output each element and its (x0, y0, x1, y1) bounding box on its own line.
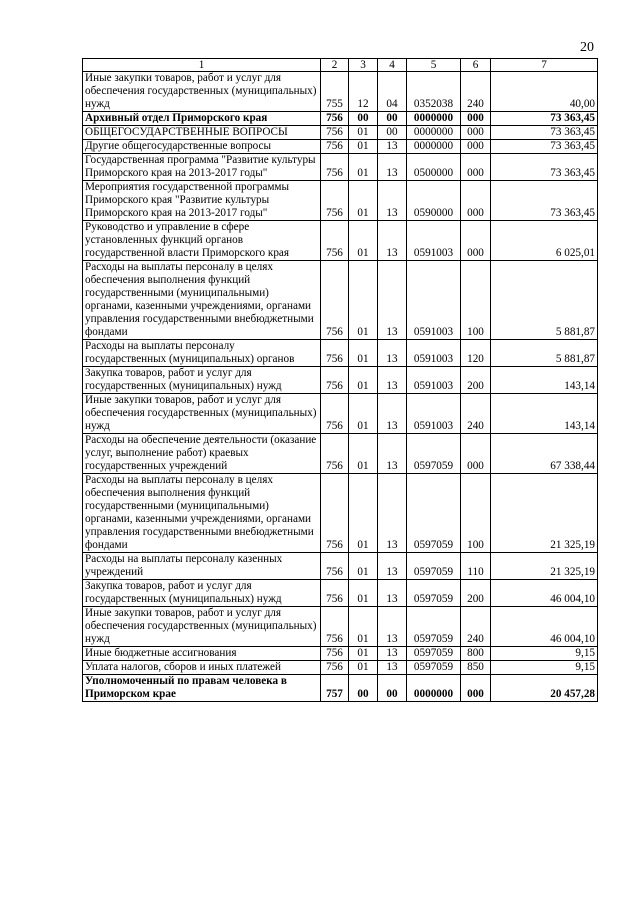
header-cell: 7 (491, 59, 598, 72)
row-subsection: 13 (378, 647, 407, 661)
row-target-code: 0000000 (407, 675, 461, 702)
row-subsection: 13 (378, 474, 407, 553)
header-cell: 4 (378, 59, 407, 72)
row-subsection: 13 (378, 181, 407, 221)
table-row (83, 394, 598, 434)
header-cell: 1 (83, 59, 321, 72)
row-section: 01 (349, 221, 378, 261)
table-row (83, 474, 598, 553)
row-expense-type: 120 (461, 340, 491, 367)
table-row (83, 434, 598, 474)
row-subsection: 13 (378, 434, 407, 474)
row-admin-code: 756 (321, 580, 349, 607)
table-row (83, 261, 598, 340)
row-amount: 5 881,87 (491, 261, 598, 340)
row-expense-type: 000 (461, 126, 491, 140)
row-admin-code: 756 (321, 647, 349, 661)
row-name: Государственная программа "Развитие культуры Приморского края на 2013-2017 годы" (83, 154, 321, 181)
row-name: Архивный отдел Приморского края (83, 112, 321, 126)
row-subsection: 04 (378, 72, 407, 112)
header-cell: 3 (349, 59, 378, 72)
row-target-code: 0591003 (407, 394, 461, 434)
row-name: Руководство и управление в сфере установленных функций органов государственной власти Приморского края (83, 221, 321, 261)
row-name: Иные закупки товаров, работ и услуг для обеспечения государственных (муниципальных) нужд (83, 394, 321, 434)
row-section: 00 (349, 675, 378, 702)
table-row (83, 126, 598, 140)
row-target-code: 0597059 (407, 580, 461, 607)
row-amount: 40,00 (491, 72, 598, 112)
row-amount: 6 025,01 (491, 221, 598, 261)
row-name: Закупка товаров, работ и услуг для государственных (муниципальных) нужд (83, 367, 321, 394)
row-section: 01 (349, 394, 378, 434)
row-admin-code: 755 (321, 72, 349, 112)
row-amount: 46 004,10 (491, 580, 598, 607)
row-subsection: 13 (378, 661, 407, 675)
row-admin-code: 756 (321, 394, 349, 434)
row-amount: 143,14 (491, 394, 598, 434)
row-expense-type: 240 (461, 394, 491, 434)
page-number: 20 (580, 40, 594, 55)
row-admin-code: 756 (321, 434, 349, 474)
row-expense-type: 000 (461, 434, 491, 474)
table-row (83, 140, 598, 154)
row-target-code: 0352038 (407, 72, 461, 112)
row-subsection: 13 (378, 553, 407, 580)
row-target-code: 0597059 (407, 474, 461, 553)
row-section: 01 (349, 154, 378, 181)
row-admin-code: 756 (321, 607, 349, 647)
row-section: 01 (349, 580, 378, 607)
row-expense-type: 000 (461, 112, 491, 126)
row-amount: 73 363,45 (491, 126, 598, 140)
row-target-code: 0591003 (407, 367, 461, 394)
row-admin-code: 756 (321, 112, 349, 126)
row-section: 01 (349, 367, 378, 394)
row-target-code: 0591003 (407, 340, 461, 367)
row-name: Уплата налогов, сборов и иных платежей (83, 661, 321, 675)
row-amount: 67 338,44 (491, 434, 598, 474)
header-cell: 2 (321, 59, 349, 72)
row-amount: 9,15 (491, 647, 598, 661)
row-amount: 73 363,45 (491, 154, 598, 181)
row-admin-code: 756 (321, 221, 349, 261)
row-target-code: 0597059 (407, 647, 461, 661)
table-row (83, 661, 598, 675)
row-subsection: 13 (378, 140, 407, 154)
row-expense-type: 000 (461, 221, 491, 261)
table-row (83, 181, 598, 221)
row-expense-type: 000 (461, 154, 491, 181)
row-target-code: 0597059 (407, 553, 461, 580)
table-row (83, 580, 598, 607)
row-target-code: 0597059 (407, 661, 461, 675)
row-expense-type: 100 (461, 261, 491, 340)
budget-table (82, 58, 598, 702)
row-name: Расходы на выплаты персоналу в целях обеспечения выполнения функций государственными (муниципальными) органами, казенными учреждениями, органами управления государственными внебюджетными фондами (83, 474, 321, 553)
row-expense-type: 200 (461, 367, 491, 394)
header-cell: 6 (461, 59, 491, 72)
row-name: Расходы на обеспечение деятельности (оказание услуг, выполнение работ) краевых государственных учреждений (83, 434, 321, 474)
table-row (83, 340, 598, 367)
row-amount: 21 325,19 (491, 553, 598, 580)
row-subsection: 13 (378, 607, 407, 647)
row-section: 01 (349, 340, 378, 367)
row-name: Иные бюджетные ассигнования (83, 647, 321, 661)
row-admin-code: 756 (321, 181, 349, 221)
row-subsection: 13 (378, 154, 407, 181)
row-amount: 21 325,19 (491, 474, 598, 553)
row-section: 01 (349, 647, 378, 661)
row-subsection: 13 (378, 580, 407, 607)
row-admin-code: 756 (321, 553, 349, 580)
row-name: ОБЩЕГОСУДАРСТВЕННЫЕ ВОПРОСЫ (83, 126, 321, 140)
row-amount: 143,14 (491, 367, 598, 394)
row-amount: 73 363,45 (491, 112, 598, 126)
row-target-code: 0590000 (407, 181, 461, 221)
row-section: 12 (349, 72, 378, 112)
table-row (83, 675, 598, 702)
row-section: 01 (349, 140, 378, 154)
row-amount: 5 881,87 (491, 340, 598, 367)
row-admin-code: 756 (321, 474, 349, 553)
row-expense-type: 110 (461, 553, 491, 580)
row-expense-type: 850 (461, 661, 491, 675)
row-subsection: 00 (378, 675, 407, 702)
row-admin-code: 756 (321, 261, 349, 340)
row-section: 01 (349, 474, 378, 553)
table-row (83, 553, 598, 580)
row-admin-code: 756 (321, 661, 349, 675)
row-subsection: 13 (378, 367, 407, 394)
row-target-code: 0597059 (407, 607, 461, 647)
row-amount: 20 457,28 (491, 675, 598, 702)
row-name: Мероприятия государственной программы Приморского края "Развитие культуры Приморского края на 2013-2017 годы" (83, 181, 321, 221)
row-target-code: 0000000 (407, 140, 461, 154)
row-name: Иные закупки товаров, работ и услуг для обеспечения государственных (муниципальных) нужд (83, 607, 321, 647)
row-admin-code: 756 (321, 367, 349, 394)
row-section: 01 (349, 126, 378, 140)
row-section: 00 (349, 112, 378, 126)
row-name: Расходы на выплаты персоналу в целях обеспечения выполнения функций государственными (муниципальными) органами, казенными учреждениями, органами управления государственными внебюджетными фондами (83, 261, 321, 340)
table-row (83, 154, 598, 181)
row-name: Иные закупки товаров, работ и услуг для обеспечения государственных (муниципальных) нужд (83, 72, 321, 112)
row-expense-type: 240 (461, 72, 491, 112)
row-subsection: 00 (378, 126, 407, 140)
row-expense-type: 200 (461, 580, 491, 607)
row-amount: 46 004,10 (491, 607, 598, 647)
row-section: 01 (349, 661, 378, 675)
row-expense-type: 000 (461, 140, 491, 154)
row-section: 01 (349, 261, 378, 340)
row-target-code: 0500000 (407, 154, 461, 181)
row-target-code: 0000000 (407, 126, 461, 140)
row-name: Уполномоченный по правам человека в Приморском крае (83, 675, 321, 702)
row-subsection: 13 (378, 261, 407, 340)
row-section: 01 (349, 181, 378, 221)
row-section: 01 (349, 553, 378, 580)
row-expense-type: 800 (461, 647, 491, 661)
table-row (83, 221, 598, 261)
row-target-code: 0000000 (407, 112, 461, 126)
row-expense-type: 100 (461, 474, 491, 553)
row-target-code: 0597059 (407, 434, 461, 474)
header-cell: 5 (407, 59, 461, 72)
row-admin-code: 756 (321, 154, 349, 181)
row-amount: 73 363,45 (491, 140, 598, 154)
row-admin-code: 756 (321, 340, 349, 367)
row-target-code: 0591003 (407, 221, 461, 261)
row-amount: 73 363,45 (491, 181, 598, 221)
row-subsection: 13 (378, 394, 407, 434)
row-section: 01 (349, 607, 378, 647)
table-row (83, 367, 598, 394)
table-row (83, 607, 598, 647)
row-subsection: 13 (378, 340, 407, 367)
row-subsection: 00 (378, 112, 407, 126)
row-admin-code: 756 (321, 126, 349, 140)
row-subsection: 13 (378, 221, 407, 261)
row-amount: 9,15 (491, 661, 598, 675)
row-section: 01 (349, 434, 378, 474)
row-name: Закупка товаров, работ и услуг для государственных (муниципальных) нужд (83, 580, 321, 607)
table-row (83, 112, 598, 126)
row-expense-type: 240 (461, 607, 491, 647)
row-name: Расходы на выплаты персоналу государственных (муниципальных) органов (83, 340, 321, 367)
table-row (83, 647, 598, 661)
row-expense-type: 000 (461, 181, 491, 221)
row-name: Другие общегосударственные вопросы (83, 140, 321, 154)
row-admin-code: 756 (321, 140, 349, 154)
row-target-code: 0591003 (407, 261, 461, 340)
row-name: Расходы на выплаты персоналу казенных учреждений (83, 553, 321, 580)
header-row (83, 59, 598, 72)
row-admin-code: 757 (321, 675, 349, 702)
table-row (83, 72, 598, 112)
row-expense-type: 000 (461, 675, 491, 702)
